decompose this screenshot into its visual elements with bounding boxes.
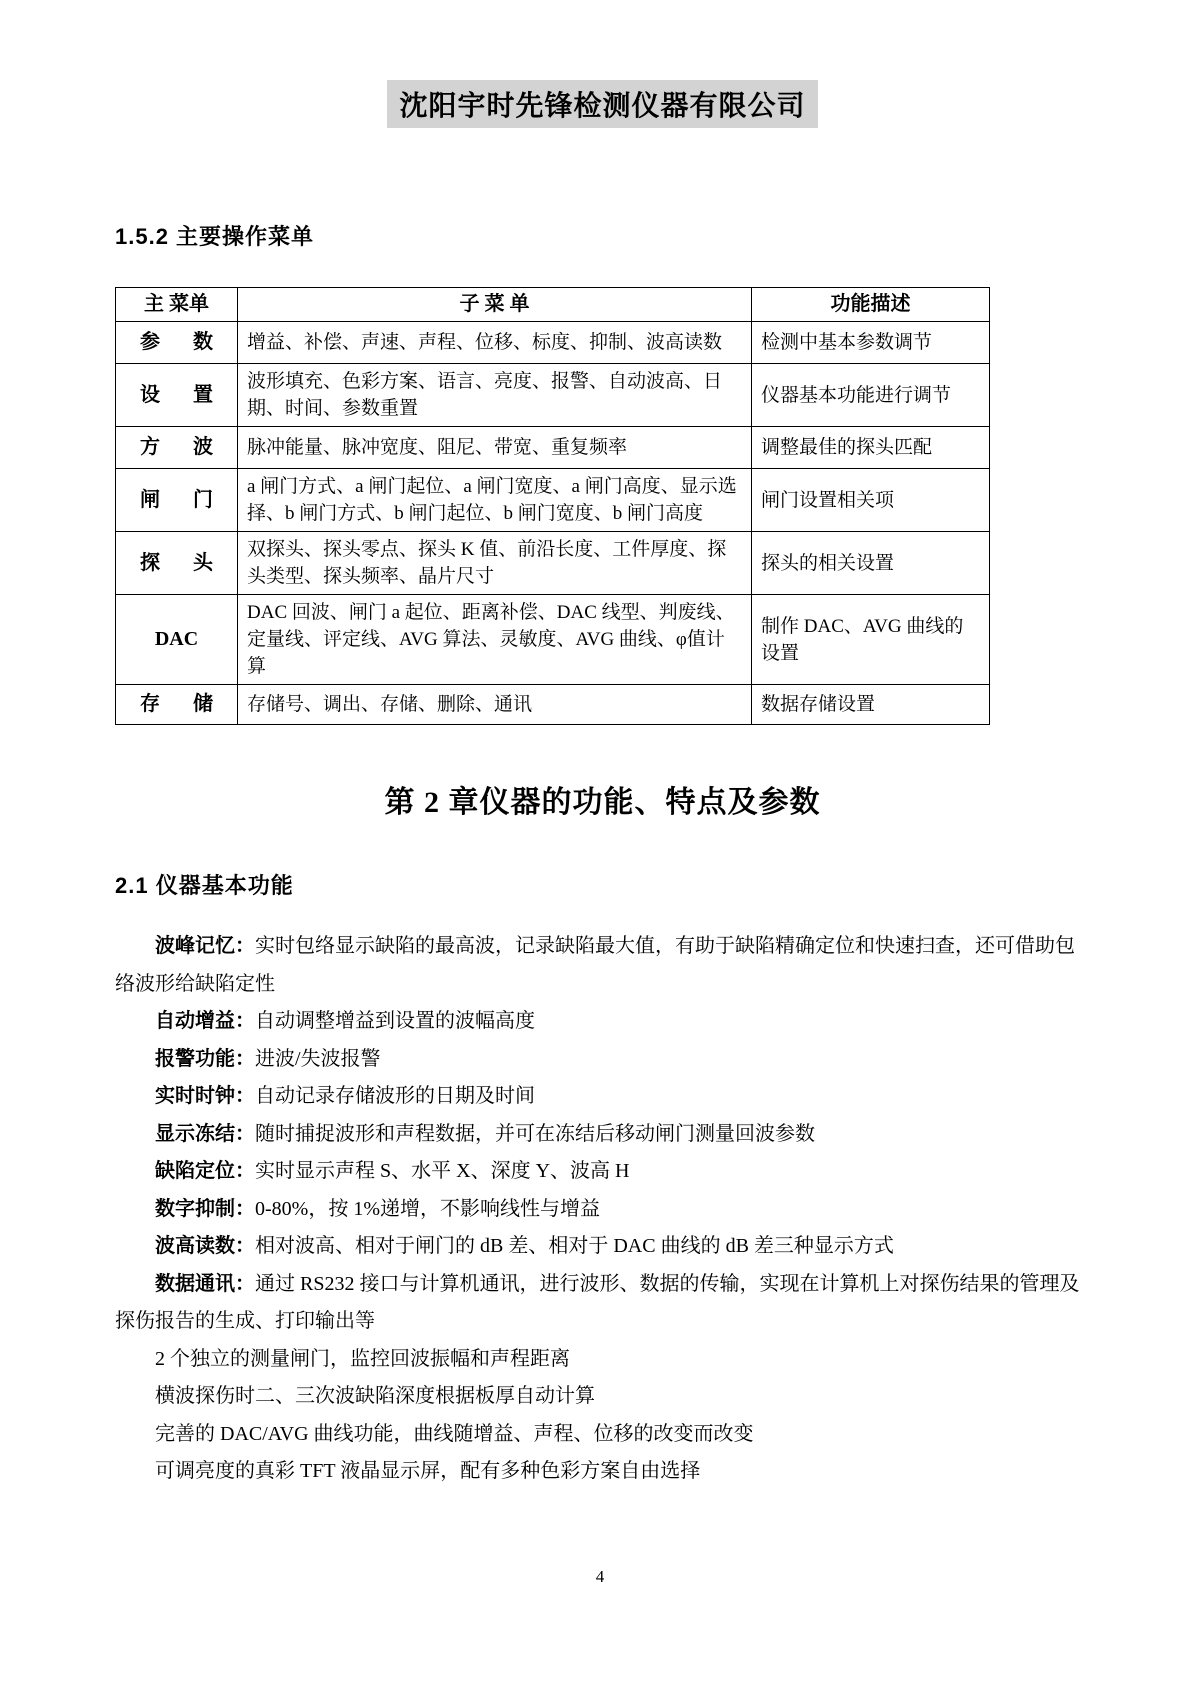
feature-label: 缺陷定位： bbox=[155, 1160, 255, 1182]
sub-menu-cell: a 闸门方式、a 闸门起位、a 闸门宽度、a 闸门高度、显示选择、b 闸门方式、b 闸门起位、b 闸门宽度、b 闸门高度 bbox=[238, 469, 752, 532]
feature-label: 波峰记忆： bbox=[155, 935, 255, 957]
desc-cell: 闸门设置相关项 bbox=[752, 469, 990, 532]
feature-label: 波高读数： bbox=[155, 1235, 255, 1257]
feature-text: 实时包络显示缺陷的最高波，记录缺陷最大值，有助于缺陷精确定位和快速扫查，还可借助包络波形给缺陷定性 bbox=[115, 935, 1075, 995]
feature-item bbox=[115, 1003, 1090, 1041]
feature-item bbox=[115, 1191, 1090, 1229]
header-sub-menu: 子 菜 单 bbox=[238, 288, 752, 322]
main-menu-cell: DAC bbox=[116, 595, 238, 685]
header-function-desc: 功能描述 bbox=[752, 288, 990, 322]
feature-label: 数字抑制： bbox=[155, 1197, 255, 1220]
feature-text: 进波/失波报警 bbox=[255, 1047, 381, 1070]
sub-menu-cell: 增益、补偿、声速、声程、位移、标度、抑制、波高读数 bbox=[238, 322, 752, 364]
feature-item bbox=[115, 1153, 1090, 1191]
desc-cell: 仪器基本功能进行调节 bbox=[752, 364, 990, 427]
feature-label: 数据通讯： bbox=[155, 1272, 255, 1295]
desc-cell: 制作 DAC、AVG 曲线的设置 bbox=[752, 595, 990, 685]
main-menu-cell: 存 储 bbox=[116, 685, 238, 725]
main-menu-cell: 设 置 bbox=[116, 364, 238, 427]
feature-text: 通过 RS232 接口与计算机通讯，进行波形、数据的传输，实现在计算机上对探伤结果的管理及探伤报告的生成、打印输出等 bbox=[115, 1272, 1080, 1332]
page-number: 4 bbox=[595, 1567, 605, 1586]
feature-label: 显示冻结： bbox=[155, 1122, 255, 1145]
menu-row-square-wave bbox=[116, 427, 990, 469]
feature-line: 2 个独立的测量闸门，监控回波振幅和声程距离 bbox=[155, 1347, 570, 1370]
section-title-main-menu: 1.5.2 主要操作菜单 bbox=[115, 224, 315, 249]
feature-text: 自动调整增益到设置的波幅高度 bbox=[255, 1010, 535, 1032]
company-title: 沈阳宇时先锋检测仪器有限公司 bbox=[387, 80, 817, 128]
feature-label: 报警功能： bbox=[155, 1047, 255, 1070]
header-main-menu: 主 菜单 bbox=[116, 288, 238, 322]
menu-row-params bbox=[116, 322, 990, 364]
feature-item bbox=[115, 1266, 1090, 1341]
sub-menu-cell: 双探头、探头零点、探头 K 值、前沿长度、工件厚度、探头类型、探头频率、晶片尺寸 bbox=[238, 532, 752, 595]
feature-text: 0-80%，按 1%递增，不影响线性与增益 bbox=[255, 1197, 600, 1220]
feature-item bbox=[115, 1116, 1090, 1154]
menu-row-settings bbox=[116, 364, 990, 427]
feature-item bbox=[115, 928, 1090, 1003]
main-menu-cell: 方 波 bbox=[116, 427, 238, 469]
section-title-basic-functions: 2.1 仪器基本功能 bbox=[115, 873, 294, 898]
main-menu-cell: 闸 门 bbox=[116, 469, 238, 532]
desc-cell: 探头的相关设置 bbox=[752, 532, 990, 595]
feature-label: 自动增益： bbox=[155, 1010, 255, 1032]
feature-line: 完善的 DAC/AVG 曲线功能，曲线随增益、声程、位移的改变而改变 bbox=[155, 1422, 754, 1445]
desc-cell: 检测中基本参数调节 bbox=[752, 322, 990, 364]
feature-text: 实时显示声程 S、水平 X、深度 Y、波高 H bbox=[255, 1160, 630, 1182]
feature-text: 相对波高、相对于闸门的 dB 差、相对于 DAC 曲线的 dB 差三种显示方式 bbox=[255, 1235, 894, 1257]
menu-row-gate bbox=[116, 469, 990, 532]
feature-line: 横波探伤时二、三次波缺陷深度根据板厚自动计算 bbox=[155, 1385, 595, 1407]
sub-menu-cell: DAC 回波、闸门 a 起位、距离补偿、DAC 线型、判废线、定量线、评定线、AVG 算法、灵敏度、AVG 曲线、φ值计算 bbox=[238, 595, 752, 685]
feature-item bbox=[115, 1228, 1090, 1266]
main-menu-cell: 参 数 bbox=[116, 322, 238, 364]
feature-text: 自动记录存储波形的日期及时间 bbox=[255, 1085, 535, 1107]
menu-row-storage bbox=[116, 685, 990, 725]
features-list bbox=[115, 928, 1090, 1491]
feature-line: 可调亮度的真彩 TFT 液晶显示屏，配有多种色彩方案自由选择 bbox=[155, 1460, 701, 1482]
menu-table bbox=[115, 287, 990, 725]
desc-cell: 调整最佳的探头匹配 bbox=[752, 427, 990, 469]
sub-menu-cell: 波形填充、色彩方案、语言、亮度、报警、自动波高、日期、时间、参数重置 bbox=[238, 364, 752, 427]
sub-menu-cell: 脉冲能量、脉冲宽度、阻尼、带宽、重复频率 bbox=[238, 427, 752, 469]
main-menu-cell: 探 头 bbox=[116, 532, 238, 595]
sub-menu-cell: 存储号、调出、存储、删除、通讯 bbox=[238, 685, 752, 725]
feature-text: 随时捕捉波形和声程数据，并可在冻结后移动闸门测量回波参数 bbox=[255, 1122, 815, 1145]
menu-table-header-row bbox=[116, 288, 990, 322]
feature-label: 实时时钟： bbox=[155, 1085, 255, 1107]
feature-item bbox=[115, 1078, 1090, 1116]
menu-row-probe bbox=[116, 532, 990, 595]
desc-cell: 数据存储设置 bbox=[752, 685, 990, 725]
document-header bbox=[115, 80, 1090, 128]
feature-item bbox=[115, 1041, 1090, 1079]
menu-row-dac bbox=[116, 595, 990, 685]
chapter-title: 第 2 章仪器的功能、特点及参数 bbox=[384, 786, 821, 819]
